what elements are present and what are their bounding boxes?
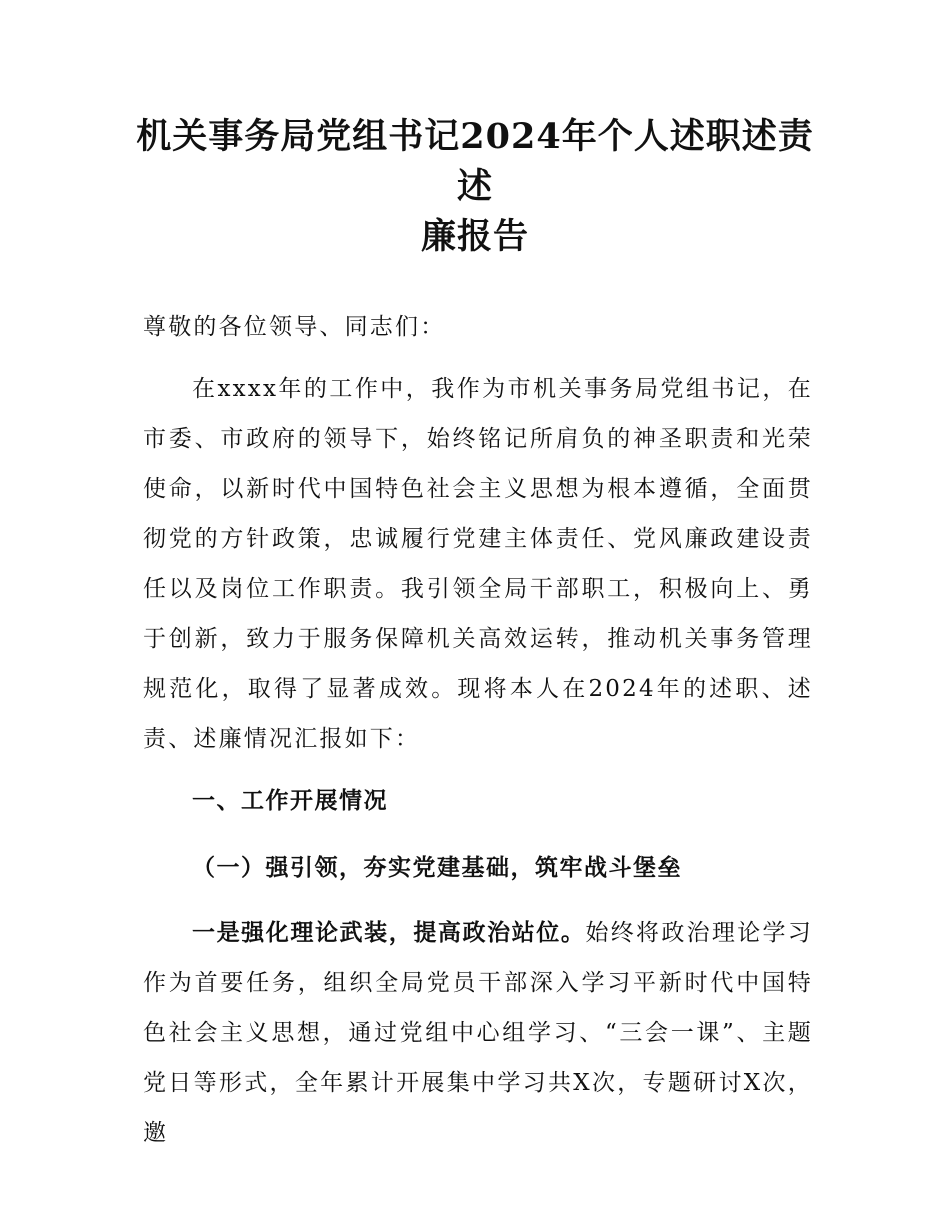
title-line-1: 机关事务局党组书记2024年个人述职述责述 (136, 116, 814, 207)
section-heading: 一、工作开展情况 (192, 788, 388, 814)
title-line-2: 廉报告 (420, 216, 529, 257)
point-lead: 一是强化理论武装，提高政治站位。 (192, 920, 586, 946)
intro-paragraph: 在xxxx年的工作中，我作为市机关事务局党组书记，在市委、市政府的领导下，始终铭记所肩负的神圣职责和光荣使命，以新时代中国特色社会主义思想为根本遵循，全面贯彻党的方针政策，忠诚履行党建主体责任、党风廉政建设责任以及岗位工作职责。我引领全局干部职工，积极向上、勇于创新，致力于服务保障机关高效运转，推动机关事务管理规范化，取得了显著成效。现将本人在2024年的述职、述责、述廉情况汇报如下： (143, 376, 813, 752)
point-paragraph (143, 908, 813, 1158)
point-body: 始终将政治理论学习作为首要任务，组织全局党员干部深入学习平新时代中国特色社会主义思想，通过党组中心组学习、“三会一课”、主题党日等形式，全年累计开展集中学习共X次，专题研讨X次，邀 (143, 920, 813, 1146)
salutation: 尊敬的各位领导、同志们： (143, 314, 446, 340)
subsection-heading: （一）强引领，夯实党建基础，筑牢战斗堡垒 (192, 855, 682, 881)
document-title (120, 112, 830, 262)
